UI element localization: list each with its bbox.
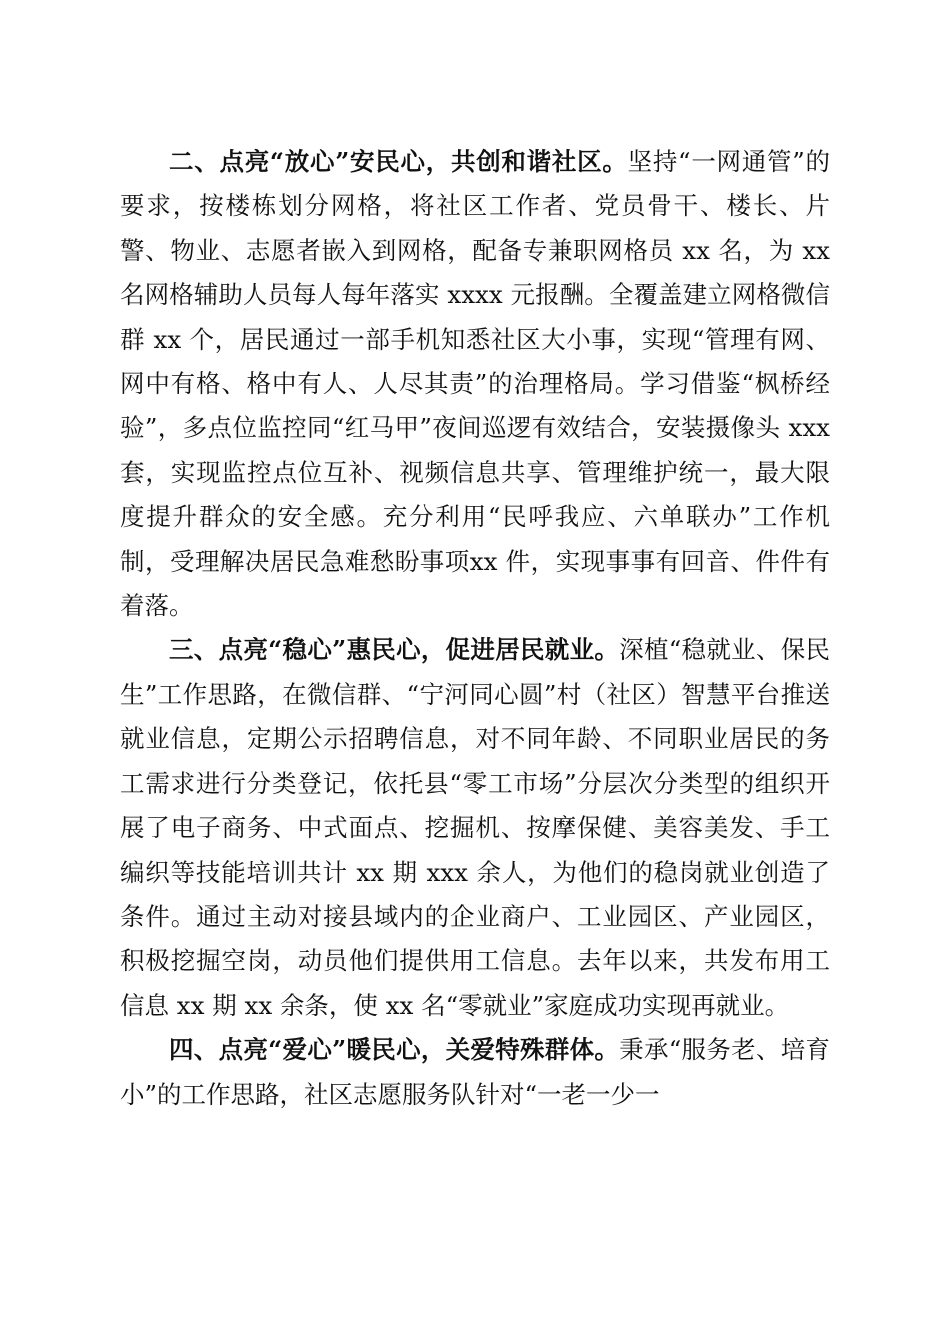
paragraph-heading: 二、点亮“放心”安民心，共创和谐社区。: [169, 147, 628, 176]
paragraph-section-4: [120, 1028, 830, 1117]
paragraph-text: 坚持“一网通管”的要求，按楼栋划分网格，将社区工作者、党员骨干、楼长、片警、物业、志愿者嵌入到网格，配备专兼职网格员 xx 名，为 xx 名网格辅助人员每人每年落实 xxxx 元报酬。全覆盖建立网格微信群 xx 个，居民通过一部手机知悉社区大小事，实现“管理有网、网中有格、格中有人、人尽其责”的治理格局。学习借鉴“枫桥经验”，多点位监控同“红马甲”夜间巡逻有效结合，安装摄像头 xxx 套，实现监控点位互补、视频信息共享、管理维护统一，最大限度提升群众的安全感。充分利用“民呼我应、六单联办”工作机制，受理解决居民急难愁盼事项xx 件，实现事事有回音、件件有着落。: [120, 147, 830, 621]
paragraph-text: 深植“稳就业、保民生”工作思路，在微信群、“宁河同心圆”村（社区）智慧平台推送就业信息，定期公示招聘信息，对不同年龄、不同职业居民的务工需求进行分类登记，依托县“零工市场”分层次分类型的组织开展了电子商务、中式面点、挖掘机、按摩保健、美容美发、手工编织等技能培训共计 xx 期 xxx 余人，为他们的稳岗就业创造了条件。通过主动对接县域内的企业商户、工业园区、产业园区，积极挖掘空岗，动员他们提供用工信息。去年以来，共发布用工信息 xx 期 xx 余条，使 xx 名“零就业”家庭成功实现再就业。: [120, 635, 831, 1020]
paragraph-heading: 三、点亮“稳心”惠民心，促进居民就业。: [169, 635, 620, 665]
paragraph-section-2: [120, 140, 830, 628]
paragraph-heading: 四、点亮“爱心”暖民心，关爱特殊群体。: [169, 1035, 620, 1065]
paragraph-section-3: [120, 628, 830, 1028]
paragraph-text: 秉承“服务老、培育小”的工作思路，社区志愿服务队针对“一老一少一: [120, 1035, 831, 1109]
document-body: [120, 140, 830, 1117]
